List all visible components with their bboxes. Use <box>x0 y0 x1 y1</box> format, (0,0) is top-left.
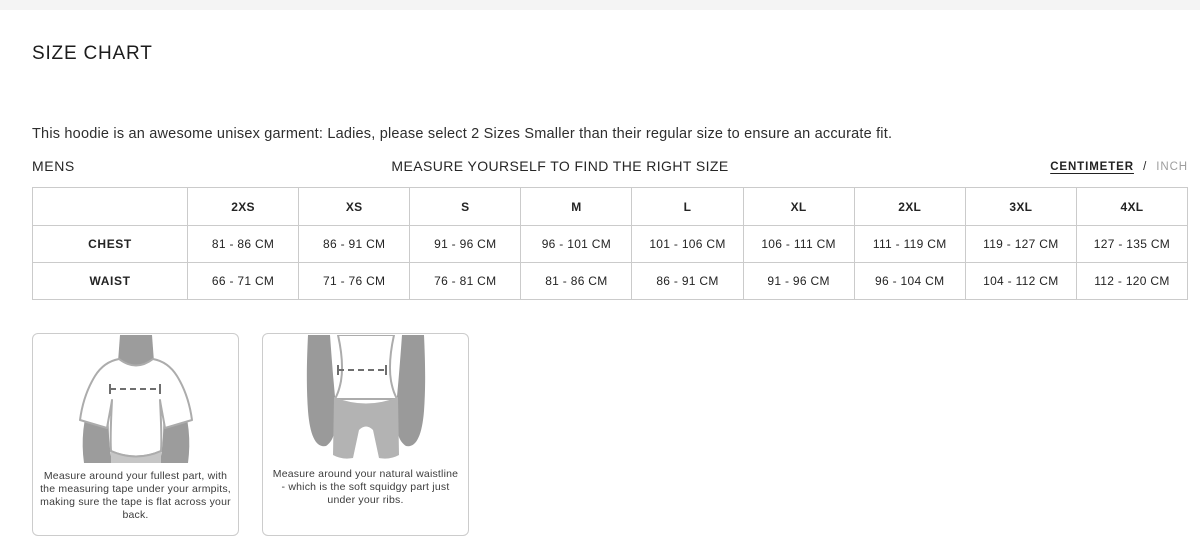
waist-value-l: 86 - 91 CM <box>632 263 743 300</box>
unit-separator: / <box>1143 161 1148 173</box>
table-row-chest <box>33 226 1188 263</box>
waist-value-3xl: 104 - 112 CM <box>965 263 1076 300</box>
row-label-waist: WAIST <box>33 263 188 300</box>
waist-guide-card <box>262 333 469 536</box>
unit-centimeter-link[interactable]: CENTIMETER <box>1050 161 1134 173</box>
chest-value-2xs: 81 - 86 CM <box>188 226 299 263</box>
size-table-corner-cell <box>33 188 188 226</box>
waist-value-2xs: 66 - 71 CM <box>188 263 299 300</box>
size-column-header-s: S <box>410 188 521 226</box>
table-meta-row <box>32 158 1188 176</box>
chest-value-m: 96 - 101 CM <box>521 226 632 263</box>
chest-value-3xl: 119 - 127 CM <box>965 226 1076 263</box>
measure-heading: MEASURE YOURSELF TO FIND THE RIGHT SIZE <box>391 158 729 174</box>
waist-guide-text: Measure around your natural waistline - which is the soft squidgy part just under your ribs. <box>272 468 459 506</box>
size-column-header-2xs: 2XS <box>188 188 299 226</box>
size-column-header-3xl: 3XL <box>965 188 1076 226</box>
size-column-header-xl: XL <box>743 188 854 226</box>
chest-guide-text: Measure around your fullest part, with the measuring tape under your armpits, making sure the tape is flat across your back. <box>40 470 231 521</box>
size-table-header-row <box>33 188 1188 226</box>
size-table <box>32 187 1188 300</box>
chest-guide-card <box>32 333 239 536</box>
table-row-waist <box>33 263 1188 300</box>
top-strip <box>0 0 1200 10</box>
unit-inch-link[interactable]: INCH <box>1156 161 1188 173</box>
waist-value-4xl: 112 - 120 CM <box>1076 263 1187 300</box>
size-column-header-xs: XS <box>299 188 410 226</box>
chest-value-l: 101 - 106 CM <box>632 226 743 263</box>
waist-value-s: 76 - 81 CM <box>410 263 521 300</box>
waist-value-xs: 71 - 76 CM <box>299 263 410 300</box>
size-column-header-l: L <box>632 188 743 226</box>
page-title: SIZE CHART <box>32 43 153 64</box>
chest-value-2xl: 111 - 119 CM <box>854 226 965 263</box>
chest-value-s: 91 - 96 CM <box>410 226 521 263</box>
measuring-guides <box>32 333 1200 536</box>
waist-value-2xl: 96 - 104 CM <box>854 263 965 300</box>
chest-value-xl: 106 - 111 CM <box>743 226 854 263</box>
size-column-header-2xl: 2XL <box>854 188 965 226</box>
chest-value-xs: 86 - 91 CM <box>299 226 410 263</box>
section-label-mens: MENS <box>32 158 75 174</box>
waist-value-xl: 91 - 96 CM <box>743 263 854 300</box>
waist-value-m: 81 - 86 CM <box>521 263 632 300</box>
size-column-header-m: M <box>521 188 632 226</box>
chest-value-4xl: 127 - 135 CM <box>1076 226 1187 263</box>
intro-text: This hoodie is an awesome unisex garment: Ladies, please select 2 Sizes Smaller than their regular size to ensure an accurate fit. <box>32 126 893 142</box>
row-label-chest: CHEST <box>33 226 188 263</box>
unit-toggle <box>1050 161 1188 173</box>
size-column-header-4xl: 4XL <box>1076 188 1187 226</box>
chest-measure-illustration <box>67 335 205 463</box>
waist-measure-illustration <box>296 335 436 461</box>
